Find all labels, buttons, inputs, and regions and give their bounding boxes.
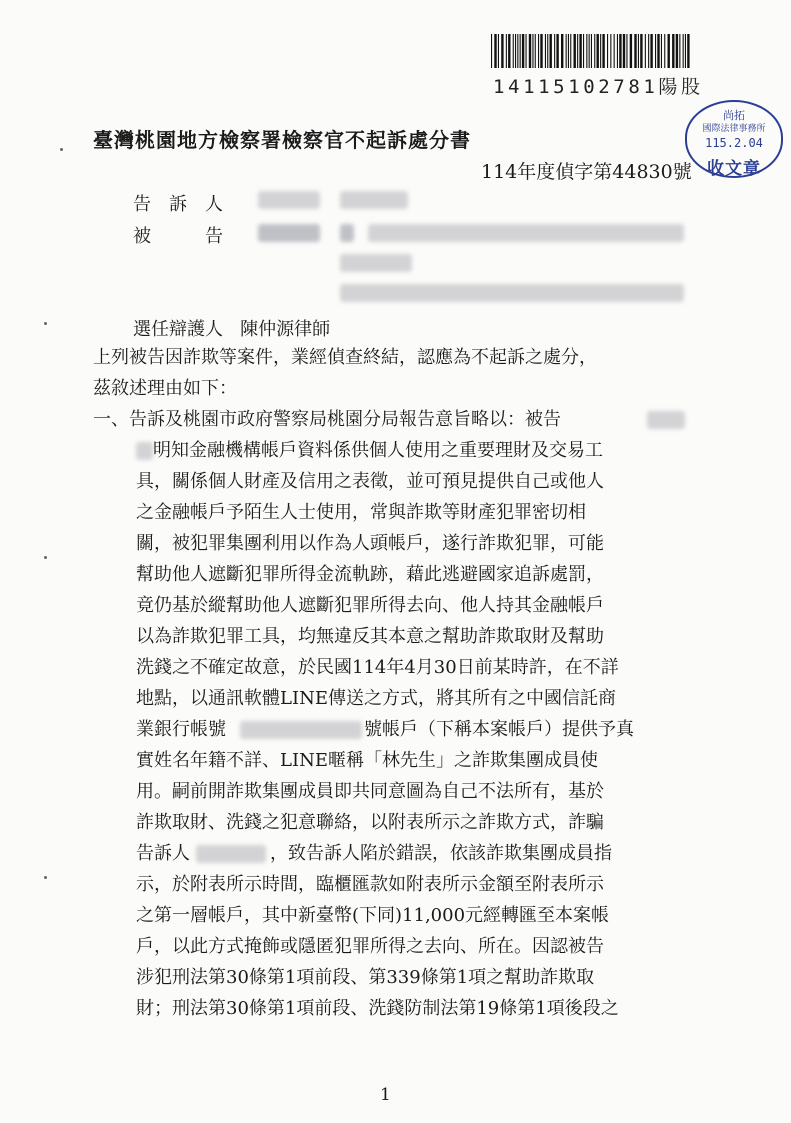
section1-line: 涉犯刑法第30條第1項前段、第339條第1項之幫助詐欺取 — [136, 967, 595, 988]
redacted-name — [258, 224, 320, 242]
redacted-info — [340, 254, 412, 272]
document-title: 臺灣桃園地方檢察署檢察官不起訴處分書 — [93, 128, 471, 152]
stamp-label: 收文章 — [707, 159, 761, 179]
section1-line: 財；刑法第30條第1項前段、洗錢防制法第19條第1項後段之 — [136, 998, 619, 1019]
section1-line: 實姓名年籍不詳、LINE暱稱「林先生」之詐欺集團成員使 — [136, 750, 598, 771]
stamp-line2: 國際法律事務所 — [702, 124, 766, 134]
section1-line: 明知金融機構帳戶資料係供個人使用之重要理財及交易工 — [153, 440, 603, 461]
redacted-info — [340, 224, 354, 242]
intro-line: 上列被告因詐欺等案件，業經偵查終結，認應為不起訴之處分， — [93, 347, 597, 368]
section1-line: 一、告訴及桃園市政府警察局桃園分局報告意旨略以：被告 — [93, 409, 561, 430]
section1-line: 業銀行帳號 — [136, 719, 226, 740]
section1-line: 告訴人 — [136, 843, 190, 864]
section1-line: 用。嗣前開詐欺集團成員即共同意圖為自己不法所有，基於 — [136, 781, 604, 802]
section1-line: 竟仍基於縱幫助他人遮斷犯罪所得去向、他人持其金融帳戶 — [136, 595, 604, 616]
barcode-number: 14115102781陽股 — [493, 76, 704, 98]
redacted-info — [368, 224, 684, 242]
received-stamp — [685, 100, 783, 178]
intro-line: 茲敘述理由如下： — [93, 378, 237, 399]
section1-line: 示，於附表所示時間，臨櫃匯款如附表所示金額至附表所示 — [136, 874, 604, 895]
complainant-label: 告 訴 人 — [133, 194, 223, 215]
section1-line: 地點，以通訊軟體LINE傳送之方式，將其所有之中國信託商 — [136, 688, 616, 709]
redacted-name — [196, 845, 266, 863]
margin-dot — [44, 322, 47, 325]
redacted-name — [258, 191, 320, 209]
section1-line: 幫助他人遮斷犯罪所得金流軌跡，藉此逃避國家追訴處罰， — [136, 564, 604, 585]
section1-line: ，致告訴人陷於錯誤，依該詐欺集團成員指 — [270, 843, 612, 864]
stamp-line1: 尚拓 — [723, 109, 745, 122]
section1-line: 之金融帳戶予陌生人士使用，常與詐欺等財產犯罪密切相 — [136, 502, 586, 523]
page-number: 1 — [380, 1085, 391, 1105]
redacted-account — [240, 721, 362, 739]
section1-line: 洗錢之不確定故意，於民國114年4月30日前某時許，在不詳 — [136, 657, 619, 678]
redacted-name — [647, 411, 685, 429]
defendant-label: 被 告 — [133, 226, 223, 247]
section1-line: 號帳戶（下稱本案帳戶）提供予真 — [364, 719, 634, 740]
section1-line: 關，被犯罪集團利用以作為人頭帳戶，遂行詐欺犯罪，可能 — [136, 533, 604, 554]
section1-line: 詐欺取財、洗錢之犯意聯絡，以附表所示之詐欺方式，詐騙 — [136, 812, 604, 833]
redacted-address — [340, 284, 684, 302]
case-number: 114年度偵字第44830號 — [481, 161, 692, 183]
section1-line: 戶，以此方式掩飾或隱匿犯罪所得之去向、所在。因認被告 — [136, 936, 604, 957]
margin-dot — [44, 876, 47, 879]
counsel: 選任辯護人 陳仲源律師 — [133, 319, 331, 340]
margin-dot — [60, 148, 63, 151]
stamp-date: 115.2.04 — [705, 136, 763, 150]
barcode — [491, 34, 691, 68]
redacted-name — [136, 442, 153, 460]
redacted-name — [340, 191, 408, 209]
section1-line: 具，關係個人財產及信用之表徵，並可預見提供自己或他人 — [136, 471, 604, 492]
section1-line: 以為詐欺犯罪工具，均無違反其本意之幫助詐欺取財及幫助 — [136, 626, 604, 647]
section1-line: 之第一層帳戶，其中新臺幣(下同)11,000元經轉匯至本案帳 — [136, 905, 610, 926]
margin-dot — [44, 556, 47, 559]
